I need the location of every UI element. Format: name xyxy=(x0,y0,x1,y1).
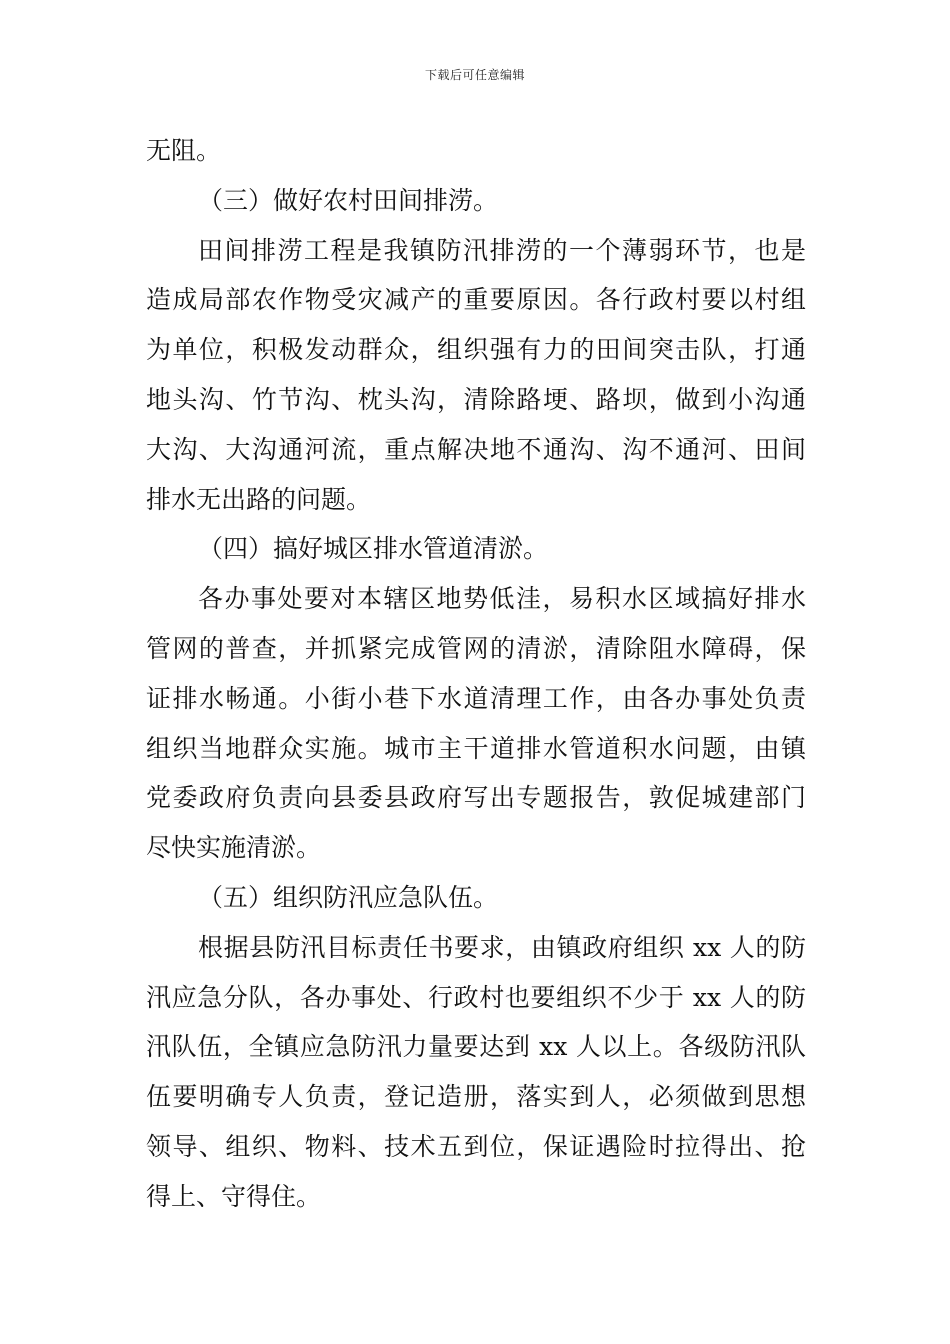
text-line: 党委政府负责向县委县政府写出专题报告，敦促城建部门 xyxy=(146,783,806,813)
text-line: 各办事处要对本辖区地势低洼，易积水区域搞好排水 xyxy=(198,584,806,614)
text-line: 大沟、大沟通河流，重点解决地不通沟、沟不通河、田间 xyxy=(146,434,806,464)
text-line: 汛队伍，全镇应急防汛力量要达到 xx 人以上。各级防汛队 xyxy=(146,1032,806,1062)
text-line: 地头沟、竹节沟、枕头沟，清除路埂、路坝，做到小沟通 xyxy=(146,384,806,414)
text-line: 证排水畅通。小街小巷下水道清理工作，由各办事处负责 xyxy=(146,683,806,713)
text-line: （五）组织防汛应急队伍。 xyxy=(198,882,499,912)
text-line: 根据县防汛目标责任书要求，由镇政府组织 xx 人的防 xyxy=(198,932,806,962)
text-line: 尽快实施清淤。 xyxy=(146,833,322,863)
text-line: 造成局部农作物受灾减产的重要原因。各行政村要以村组 xyxy=(146,285,806,315)
text-line: 得上、守得住。 xyxy=(146,1181,322,1211)
text-line: 伍要明确专人负责，登记造册，落实到人，必须做到思想 xyxy=(146,1082,806,1112)
text-line: 汛应急分队，各办事处、行政村也要组织不少于 xx 人的防 xyxy=(146,982,806,1012)
page-header: 下载后可任意编辑 xyxy=(424,68,525,82)
text-line: 为单位，积极发动群众，组织强有力的田间突击队，打通 xyxy=(146,335,806,365)
text-line: 田间排涝工程是我镇防汛排涝的一个薄弱环节，也是 xyxy=(198,235,806,265)
text-line: 排水无出路的问题。 xyxy=(146,484,372,514)
text-line: （四）搞好城区排水管道清淤。 xyxy=(198,534,549,564)
document-body xyxy=(146,126,806,1222)
text-line: （三）做好农村田间排涝。 xyxy=(198,185,499,215)
text-line: 无阻。 xyxy=(146,136,222,165)
text-line: 组织当地群众实施。城市主干道排水管道积水问题，由镇 xyxy=(146,733,806,763)
text-line: 领导、组织、物料、技术五到位，保证遇险时拉得出、抢 xyxy=(146,1131,806,1161)
text-line: 管网的普查，并抓紧完成管网的清淤，清除阻水障碍，保 xyxy=(146,633,806,663)
